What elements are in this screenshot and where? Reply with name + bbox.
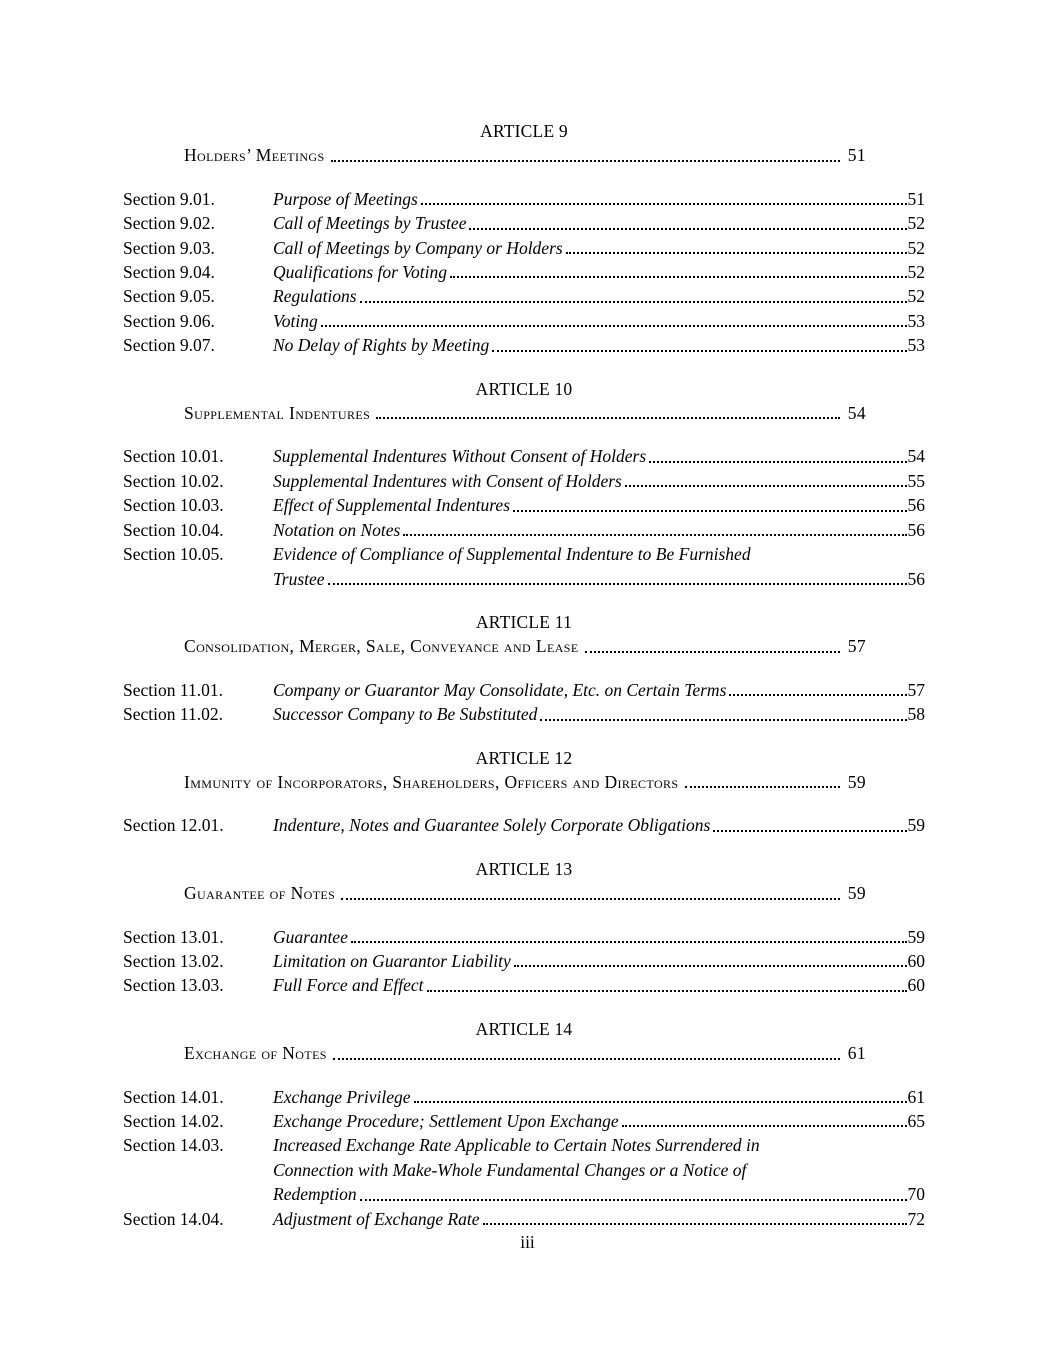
entry-body — [273, 333, 925, 357]
page-number: iii — [520, 1232, 535, 1252]
entry-section-label: Section 9.01. — [123, 188, 215, 209]
toc-entry — [123, 187, 925, 211]
entry-title: Company or Guarantor May Consolidate, Etc. on Certain Terms — [273, 679, 727, 700]
entry-page-number: 60 — [907, 950, 925, 971]
entry-title: Guarantee — [273, 926, 348, 947]
entry-section-label: Section 9.04. — [123, 262, 215, 283]
entry-body — [273, 1133, 925, 1206]
entry-title-lastline — [273, 1109, 925, 1133]
entry-body — [273, 949, 925, 973]
leader-dots — [622, 1125, 907, 1127]
entry-page-number: 52 — [907, 286, 925, 307]
entry-section-label: Section 14.04. — [123, 1208, 224, 1229]
leader-dots — [321, 325, 907, 327]
article-page-number: 59 — [847, 883, 866, 904]
entry-page-number: 53 — [907, 335, 925, 356]
entry-title-lastline — [273, 813, 925, 837]
entry-section-label: Section 9.05. — [123, 286, 215, 307]
entry-title-lastline — [273, 211, 925, 235]
entry-section-label: Section 9.07. — [123, 335, 215, 356]
entry-body — [273, 444, 925, 468]
entry-title-lastline — [273, 1207, 925, 1231]
entry-body — [273, 1109, 925, 1133]
entry-title: Adjustment of Exchange Rate — [273, 1208, 480, 1229]
entry-title-lastline — [273, 187, 925, 211]
article-entries — [123, 187, 925, 358]
entry-body — [273, 542, 925, 591]
entry-title: Full Force and Effect — [273, 975, 424, 996]
article-title: Supplemental Indentures — [184, 403, 371, 424]
toc-entry — [123, 813, 925, 837]
toc-entry — [123, 333, 925, 357]
entry-title-lastline — [273, 444, 925, 468]
entry-title: Trustee — [273, 568, 325, 589]
entry-title: Supplemental Indentures with Consent of Holders — [273, 470, 622, 491]
entry-page-number: 58 — [907, 704, 925, 725]
entry-body — [273, 518, 925, 542]
toc-entry — [123, 542, 925, 591]
entry-section-label: Section 9.02. — [123, 213, 215, 234]
entry-body — [273, 211, 925, 235]
entry-title: Supplemental Indentures Without Consent of Holders — [273, 446, 647, 467]
leader-dots — [625, 485, 907, 487]
entry-title: Call of Meetings by Company or Holders — [273, 237, 563, 258]
entry-body — [273, 813, 925, 837]
article-title-row — [123, 143, 925, 167]
leader-dots — [469, 228, 906, 230]
entry-title: Indenture, Notes and Guarantee Solely Corporate Obligations — [273, 815, 711, 836]
entry-title: No Delay of Rights by Meeting — [273, 335, 490, 356]
article-title-row — [123, 881, 925, 905]
leader-dots — [513, 510, 906, 512]
toc-article — [123, 857, 925, 998]
entry-page-number: 54 — [907, 446, 925, 467]
article-page-number: 59 — [847, 771, 866, 792]
leader-dots — [483, 1223, 907, 1225]
entry-title: Limitation on Guarantor Liability — [273, 950, 511, 971]
leader-dots — [328, 583, 907, 585]
entry-body — [273, 493, 925, 517]
entry-page-number: 56 — [907, 568, 925, 589]
entry-title-lastline — [273, 260, 925, 284]
entry-body — [273, 702, 925, 726]
entry-section-label: Section 10.05. — [123, 544, 224, 565]
entry-title-line: Evidence of Compliance of Supplemental Indenture to Be Furnished — [273, 544, 751, 565]
toc-entry — [123, 702, 925, 726]
entry-body — [273, 469, 925, 493]
toc-article — [123, 746, 925, 838]
toc-entry — [123, 211, 925, 235]
article-entries — [123, 678, 925, 727]
leader-dots — [649, 461, 906, 463]
entry-page-number: 51 — [907, 188, 925, 209]
article-entries — [123, 1085, 925, 1231]
entry-page-number: 55 — [907, 470, 925, 491]
entry-section-label: Section 10.03. — [123, 495, 224, 516]
entry-title-lastline — [273, 973, 925, 997]
entry-page-number: 52 — [907, 213, 925, 234]
toc-entry — [123, 469, 925, 493]
entry-body — [273, 187, 925, 211]
entry-page-number: 60 — [907, 975, 925, 996]
entry-page-number: 65 — [907, 1111, 925, 1131]
entry-section-label: Section 10.04. — [123, 519, 224, 540]
article-heading: ARTICLE 14 — [475, 1018, 573, 1039]
leader-dots — [450, 276, 906, 278]
leader-dots — [351, 941, 907, 943]
toc-entry — [123, 1085, 925, 1109]
entry-page-number: 70 — [907, 1184, 925, 1205]
entry-body — [273, 925, 925, 949]
entry-title: Notation on Notes — [273, 519, 401, 540]
article-page-number: 54 — [847, 403, 866, 424]
leader-dots — [713, 830, 906, 832]
article-page-number: 61 — [847, 1043, 866, 1064]
toc-entry — [123, 925, 925, 949]
entry-title: Purpose of Meetings — [273, 188, 418, 209]
leader-dots — [331, 160, 840, 162]
entry-section-label: Section 11.01. — [123, 679, 223, 700]
leader-dots — [341, 898, 839, 900]
entry-title-lastline — [273, 333, 925, 357]
article-title-row — [123, 1041, 925, 1065]
table-of-contents — [123, 0, 925, 1231]
entry-section-label: Section 13.01. — [123, 926, 224, 947]
entry-body — [273, 973, 925, 997]
leader-dots — [566, 252, 907, 254]
entry-page-number: 59 — [907, 815, 925, 836]
entry-body — [273, 309, 925, 333]
toc-entry — [123, 1133, 925, 1206]
entry-title: Successor Company to Be Substituted — [273, 704, 538, 725]
entry-title: Exchange Privilege — [273, 1086, 411, 1107]
toc-entry — [123, 444, 925, 468]
page-footer — [0, 1230, 1055, 1254]
entry-page-number: 52 — [907, 262, 925, 283]
toc-article — [123, 377, 925, 591]
entry-title-lastline — [273, 493, 925, 517]
entry-body — [273, 678, 925, 702]
entry-page-number: 59 — [907, 926, 925, 947]
leader-dots — [492, 350, 906, 352]
article-title-row — [123, 770, 925, 794]
entry-page-number: 72 — [907, 1208, 925, 1229]
entry-title-lastline — [273, 236, 925, 260]
leader-dots — [360, 1199, 907, 1201]
toc-entry — [123, 678, 925, 702]
entry-title-line: Increased Exchange Rate Applicable to Certain Notes Surrendered in — [273, 1135, 760, 1156]
leader-dots — [729, 694, 906, 696]
leader-dots — [360, 301, 907, 303]
toc-entry — [123, 1207, 925, 1231]
entry-page-number: 61 — [907, 1086, 925, 1107]
article-heading: ARTICLE 9 — [480, 121, 568, 141]
article-heading: ARTICLE 10 — [475, 378, 573, 399]
entry-section-label: Section 14.03. — [123, 1135, 224, 1156]
article-title: Immunity of Incorporators, Shareholders, Officers and Directors — [184, 771, 679, 792]
leader-dots — [585, 651, 840, 653]
toc-entry — [123, 260, 925, 284]
article-title: Guarantee of Notes — [184, 883, 336, 904]
toc-entry — [123, 284, 925, 308]
article-heading: ARTICLE 11 — [475, 611, 573, 632]
article-heading: ARTICLE 12 — [475, 747, 573, 768]
article-entries — [123, 444, 925, 590]
toc-entry — [123, 518, 925, 542]
entry-section-label: Section 14.01. — [123, 1086, 224, 1107]
entry-section-label: Section 10.02. — [123, 470, 224, 491]
leader-dots — [540, 719, 906, 721]
entry-title-lastline — [273, 518, 925, 542]
leader-dots — [514, 965, 907, 967]
article-title-row — [123, 634, 925, 658]
entry-section-label: Section 14.02. — [123, 1111, 224, 1131]
leader-dots — [403, 534, 906, 536]
entry-body — [273, 236, 925, 260]
entry-section-label: Section 9.06. — [123, 310, 215, 331]
leader-dots — [421, 203, 907, 205]
entry-title: Exchange Procedure; Settlement Upon Exchange — [273, 1111, 619, 1131]
entry-section-label: Section 13.02. — [123, 950, 224, 971]
leader-dots — [376, 417, 840, 419]
entry-title-lastline — [273, 678, 925, 702]
toc-entry — [123, 949, 925, 973]
entry-title: Qualifications for Voting — [273, 262, 448, 283]
article-title: Exchange of Notes — [184, 1043, 327, 1064]
entry-section-label: Section 13.03. — [123, 975, 224, 996]
entry-title-lastline — [273, 925, 925, 949]
entry-page-number: 56 — [907, 519, 925, 540]
entry-title-lastline — [273, 1182, 925, 1206]
leader-dots — [685, 786, 840, 788]
toc-entry — [123, 493, 925, 517]
toc-article — [123, 1017, 925, 1231]
entry-title-lastline — [273, 309, 925, 333]
entry-body — [273, 1207, 925, 1231]
entry-title-lastline — [273, 1085, 925, 1109]
toc-entry — [123, 973, 925, 997]
entry-title-lastline — [273, 284, 925, 308]
toc-article — [123, 610, 925, 727]
entry-body — [273, 260, 925, 284]
article-entries — [123, 813, 925, 837]
article-entries — [123, 925, 925, 998]
entry-title-line: Connection with Make-Whole Fundamental Changes or a Notice of — [273, 1159, 747, 1180]
leader-dots — [427, 990, 907, 992]
entry-section-label: Section 9.03. — [123, 237, 215, 258]
entry-page-number: 57 — [907, 679, 925, 700]
article-heading: ARTICLE 13 — [475, 858, 573, 879]
toc-entry — [123, 309, 925, 333]
entry-body — [273, 284, 925, 308]
leader-dots — [414, 1101, 907, 1103]
entry-section-label: Section 12.01. — [123, 815, 224, 836]
entry-title-lastline — [273, 567, 925, 591]
entry-title: Redemption — [273, 1184, 357, 1205]
article-title: Holders’ Meetings — [184, 145, 325, 166]
entry-section-label: Section 11.02. — [123, 704, 223, 725]
entry-title: Voting — [273, 310, 318, 331]
entry-title-lastline — [273, 469, 925, 493]
entry-title-lastline — [273, 949, 925, 973]
entry-title-lastline — [273, 702, 925, 726]
entry-title: Effect of Supplemental Indentures — [273, 495, 511, 516]
article-title: Consolidation, Merger, Sale, Conveyance and Lease — [184, 636, 579, 657]
leader-dots — [333, 1058, 840, 1060]
entry-title: Regulations — [273, 286, 357, 307]
entry-page-number: 53 — [907, 310, 925, 331]
entry-section-label: Section 10.01. — [123, 446, 224, 467]
toc-article — [123, 119, 925, 358]
entry-title: Call of Meetings by Trustee — [273, 213, 467, 234]
entry-body — [273, 1085, 925, 1109]
entry-page-number: 52 — [907, 237, 925, 258]
toc-entry — [123, 236, 925, 260]
article-title-row — [123, 401, 925, 425]
toc-entry — [123, 1109, 925, 1133]
entry-page-number: 56 — [907, 495, 925, 516]
article-page-number: 57 — [847, 636, 866, 657]
article-page-number: 51 — [847, 145, 866, 166]
